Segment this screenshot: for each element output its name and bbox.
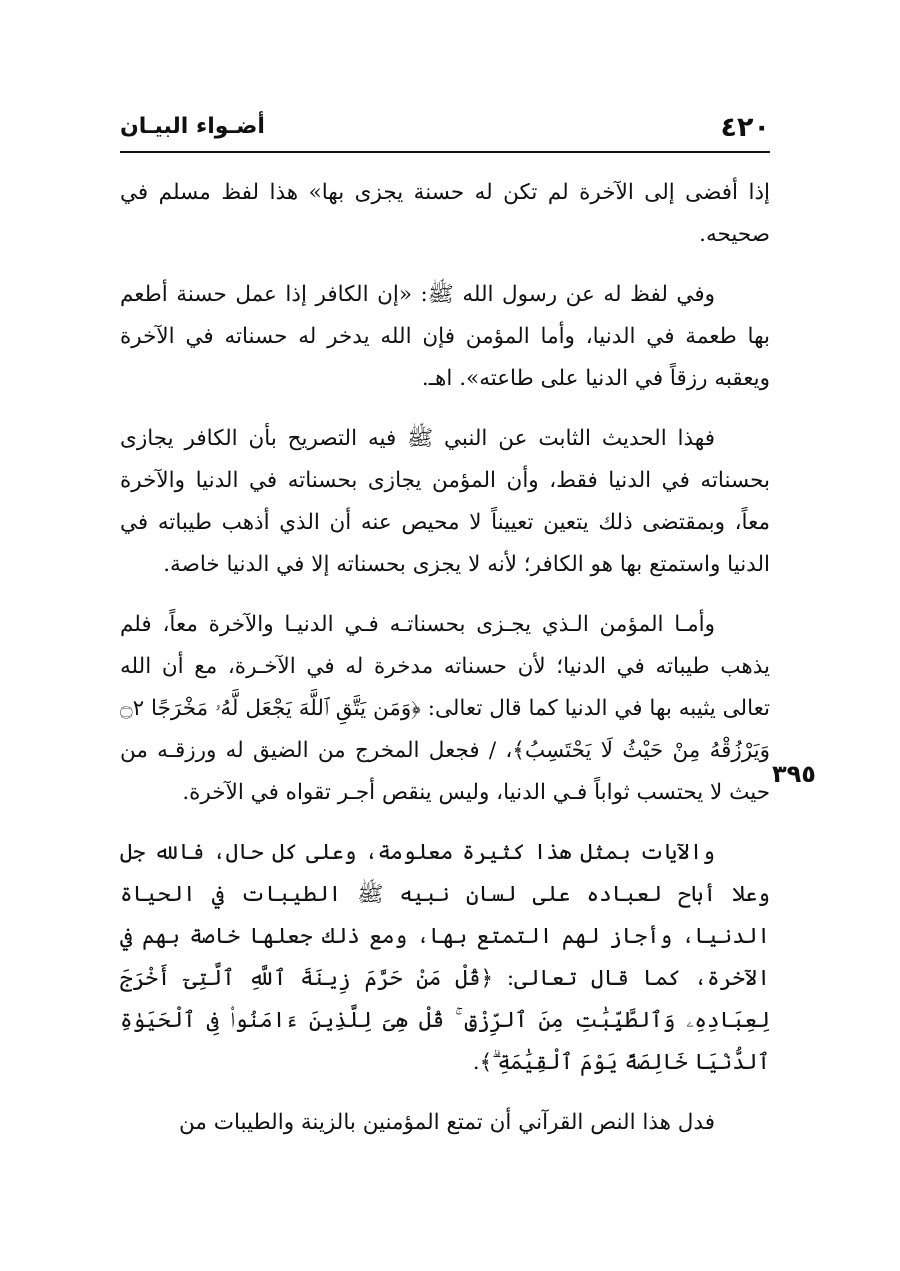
header-rule	[120, 151, 770, 153]
paragraph: وأمـا المؤمن الـذي يجـزى بحسناتـه فـي الدنيـا والآخرة معاً، فلم يذهب طيباته في الدنيا؛ لأن حسناته مدخرة له في الآخـرة، مع أن الله تعالى يثيبه بها في الدنيا كما قال تعالى: ﴿وَمَن يَتَّقِ ٱللَّهَ يَجْعَل لَّهُۥ مَخْرَجًا ۝٢ وَيَرْزُقْهُ مِنْ حَيْثُ لَا يَحْتَسِبُ﴾، / فجعل المخرج من الضيق له ورزقـه من حيث لا يحتسب ثواباً فـي الدنيا، وليس ينقص أجـر تقواه في الآخرة.	[120, 612, 770, 805]
book-title: أضـواء البيـان	[120, 114, 265, 139]
paragraph: إذا أفضى إلى الآخرة لم تكن له حسنة يجزى بها» هذا لفظ مسلم في صحيحه.	[120, 180, 770, 247]
page-header	[120, 112, 770, 148]
paragraph: فهذا الحديث الثابت عن النبي ﷺ فيه التصريح بأن الكافر يجازى بحسناته في الدنيا فقط، وأن المؤمن يجازى بحسناته في الدنيا والآخرة معاً، وبمقتضى ذلك يتعين تعييناً لا محيص عنه أن الذي أذهب طيباته في الدنيا واستمتع بها هو الكافر؛ لأنه لا يجزى بحسناته إلا في الدنيا خاصة.	[120, 426, 770, 577]
page-number: ٤٢٠	[720, 112, 770, 143]
paragraph: وفي لفظ له عن رسول الله ﷺ: «إن الكافر إذا عمل حسنة أطعم بها طعمة في الدنيا، وأما المؤمن فإن الله يدخر له حسناته في الآخرة ويعقبه رزقاً في الدنيا على طاعته». اهـ.	[120, 282, 770, 391]
paragraph: فدل هذا النص القرآني أن تمتع المؤمنين بالزينة والطيبات من	[179, 1110, 715, 1135]
margin-page-marker: ٣٩٥	[772, 760, 816, 788]
paragraph: والآيات بمثل هذا كثيرة معلومة، وعلى كل حال، فالله جل وعلا أباح لعباده على لسان نبيه ﷺ الطيبات في الحياة الدنيا، وأجاز لهم التمتع بها، ومع ذلك جعلها خاصة بهم في الآخرة، كما قال تعالى: ﴿قُلْ مَنْ حَرَّمَ زِينَةَ ٱللَّهِ ٱلَّتِىٓ أَخْرَجَ لِعِبَادِهِۦ وَٱلطَّيِّبَٰتِ مِنَ ٱلرِّزْقِ ۚ قُلْ هِىَ لِلَّذِينَ ءَامَنُوا۟ فِى ٱلْحَيَوٰةِ ٱلدُّنْيَا خَالِصَةً يَوْمَ ٱلْقِيَٰمَةِ ۗ﴾.	[120, 840, 770, 1075]
body-text	[120, 172, 770, 1162]
